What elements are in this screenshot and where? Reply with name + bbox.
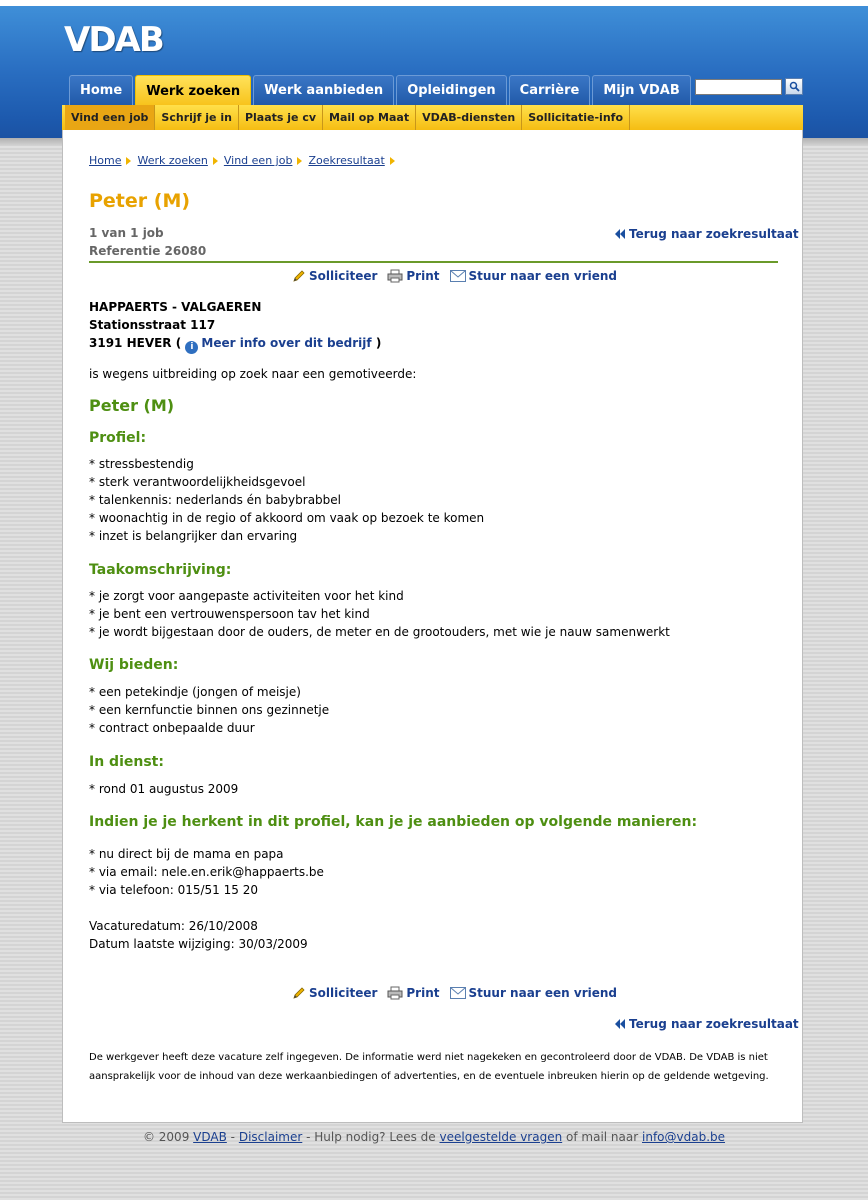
print-button-bottom[interactable] bbox=[387, 986, 439, 1000]
back-to-results-link-top[interactable] bbox=[615, 227, 799, 241]
dienst-heading: In dienst: bbox=[89, 754, 164, 770]
footer-faq-link[interactable]: veelgestelde vragen bbox=[439, 1130, 563, 1144]
list-item: * nu direct bij de mama en papa bbox=[89, 847, 284, 861]
list-item: * via email: nele.en.erik@happaerts.be bbox=[89, 865, 324, 879]
envelope-icon bbox=[450, 270, 466, 282]
list-item: * sterk verantwoordelijkheidsgevoel bbox=[89, 475, 306, 489]
footer-disclaimer-link[interactable]: Disclaimer bbox=[238, 1130, 303, 1144]
subnav-plaats-je-cv[interactable]: Plaats je cv bbox=[239, 105, 323, 130]
disclaimer-text: De werkgever heeft deze vacature zelf ingegeven. De informatie werd niet nagekeken en gecontroleerd door de VDAB. De VDAB is niet aansprakelijk voor de inhoud van deze werkaanbiedingen of advertenties, en de eventuele inbreuken hierin op de geldende wetgeving. bbox=[89, 1052, 769, 1082]
printer-icon bbox=[387, 986, 403, 1000]
job-title: Peter (M) bbox=[89, 396, 175, 415]
actions-top bbox=[292, 269, 627, 283]
date-posted: Vacaturedatum: 26/10/2008 bbox=[89, 919, 258, 933]
back-link-label: Terug naar zoekresultaat bbox=[629, 1017, 799, 1031]
subnav-schrijf-je-in[interactable]: Schrijf je in bbox=[155, 105, 239, 130]
divider bbox=[89, 261, 778, 263]
profiel-list bbox=[89, 455, 484, 545]
bieden-list bbox=[89, 683, 329, 737]
print-button[interactable] bbox=[387, 269, 439, 283]
footer-dash: - bbox=[230, 1130, 236, 1144]
vacancy-intro: is wegens uitbreiding op zoek naar een gemotiveerde: bbox=[89, 367, 417, 381]
list-item: * je zorgt voor aangepaste activiteiten voor het kind bbox=[89, 589, 404, 603]
subnav-mail-op-maat[interactable]: Mail op Maat bbox=[323, 105, 416, 130]
tab-mijn-vdab[interactable]: Mijn VDAB bbox=[592, 75, 690, 105]
sub-nav bbox=[62, 105, 803, 130]
apply-heading: Indien je je herkent in dit profiel, kan je je aanbieden op volgende manieren: bbox=[89, 814, 698, 830]
breadcrumb-arrow-icon bbox=[213, 157, 218, 165]
back-to-results-link-bottom[interactable] bbox=[615, 1017, 799, 1031]
tab-carriere[interactable]: Carrière bbox=[509, 75, 591, 105]
tab-werk-zoeken[interactable]: Werk zoeken bbox=[135, 75, 251, 106]
paren-open: ( bbox=[175, 336, 182, 350]
company-city: 3191 HEVER bbox=[89, 336, 172, 350]
breadcrumb-werk-zoeken[interactable]: Werk zoeken bbox=[137, 154, 208, 167]
search-icon bbox=[789, 81, 800, 92]
subnav-vind-een-job[interactable]: Vind een job bbox=[65, 105, 155, 130]
main-nav bbox=[69, 75, 693, 105]
vacancy-dates bbox=[89, 917, 308, 953]
double-arrow-left-icon bbox=[615, 1019, 625, 1029]
breadcrumb-arrow-icon bbox=[390, 157, 395, 165]
list-item: * rond 01 augustus 2009 bbox=[89, 782, 239, 796]
vdab-logo[interactable]: VDAB bbox=[64, 20, 163, 60]
list-item: * je wordt bijgestaan door de ouders, de meter en de grootouders, met wie je nauw samenwerkt bbox=[89, 625, 670, 639]
breadcrumb-arrow-icon bbox=[126, 157, 131, 165]
breadcrumb-zoekresultaat[interactable]: Zoekresultaat bbox=[308, 154, 385, 167]
footer-email-link[interactable]: info@vdab.be bbox=[642, 1130, 726, 1144]
double-arrow-left-icon bbox=[615, 229, 625, 239]
search-button[interactable] bbox=[785, 78, 803, 95]
subnav-vdab-diensten[interactable]: VDAB-diensten bbox=[416, 105, 522, 130]
search-input[interactable] bbox=[695, 79, 782, 95]
footer-vdab-link[interactable]: VDAB bbox=[193, 1130, 227, 1144]
info-icon: i bbox=[185, 341, 198, 354]
send-to-friend-button-bottom[interactable] bbox=[450, 986, 618, 1000]
send-to-friend-button[interactable] bbox=[450, 269, 618, 283]
printer-icon bbox=[387, 269, 403, 283]
list-item: * inzet is belangrijker dan ervaring bbox=[89, 529, 298, 543]
actions-bottom bbox=[292, 986, 627, 1000]
footer-help-text: - Hulp nodig? Lees de bbox=[306, 1130, 436, 1144]
list-item: * je bent een vertrouwenspersoon tav het kind bbox=[89, 607, 370, 621]
list-item: * woonachtig in de regio of akkoord om vaak op bezoek te komen bbox=[89, 511, 485, 525]
bieden-heading: Wij bieden: bbox=[89, 657, 179, 673]
apply-button-bottom[interactable] bbox=[292, 986, 377, 1000]
send-label: Stuur naar een vriend bbox=[468, 269, 618, 283]
subnav-sollicitatie-info[interactable]: Sollicitatie-info bbox=[522, 105, 630, 130]
print-label: Print bbox=[406, 986, 440, 1000]
main-content bbox=[62, 130, 803, 1123]
back-link-label: Terug naar zoekresultaat bbox=[629, 227, 799, 241]
tab-werk-aanbieden[interactable]: Werk aanbieden bbox=[253, 75, 394, 105]
profiel-heading: Profiel: bbox=[89, 430, 147, 446]
breadcrumb-arrow-icon bbox=[297, 157, 302, 165]
send-label: Stuur naar een vriend bbox=[468, 986, 618, 1000]
more-info-label: Meer info over dit bedrijf bbox=[201, 336, 372, 350]
list-item: * een petekindje (jongen of meisje) bbox=[89, 685, 301, 699]
list-item: * contract onbepaalde duur bbox=[89, 721, 255, 735]
paren-close: ) bbox=[375, 336, 382, 350]
more-info-link[interactable] bbox=[185, 336, 371, 350]
envelope-icon bbox=[450, 987, 466, 999]
pencil-icon bbox=[292, 986, 306, 1000]
print-label: Print bbox=[406, 269, 440, 283]
reference-number: Referentie 26080 bbox=[89, 244, 207, 258]
apply-label: Solliciteer bbox=[309, 269, 378, 283]
tab-opleidingen[interactable]: Opleidingen bbox=[396, 75, 506, 105]
footer-copyright: © 2009 bbox=[142, 1130, 190, 1144]
taak-heading: Taakomschrijving: bbox=[89, 562, 232, 578]
page-footer bbox=[0, 1130, 868, 1144]
company-city-line bbox=[89, 334, 381, 354]
company-name: HAPPAERTS - VALGAEREN bbox=[89, 300, 262, 314]
list-item: * een kernfunctie binnen ons gezinnetje bbox=[89, 703, 330, 717]
company-address bbox=[89, 298, 381, 354]
footer-mail-text: of mail naar bbox=[566, 1130, 639, 1144]
list-item: * talenkennis: nederlands én babybrabbel bbox=[89, 493, 341, 507]
pencil-icon bbox=[292, 269, 306, 283]
dienst-list bbox=[89, 780, 238, 798]
breadcrumb bbox=[89, 154, 401, 167]
breadcrumb-home[interactable]: Home bbox=[89, 154, 122, 167]
apply-label: Solliciteer bbox=[309, 986, 378, 1000]
list-item: * via telefoon: 015/51 15 20 bbox=[89, 883, 258, 897]
taak-list bbox=[89, 587, 670, 641]
tab-home[interactable]: Home bbox=[69, 75, 133, 105]
breadcrumb-vind-een-job[interactable]: Vind een job bbox=[223, 154, 293, 167]
page-title: Peter (M) bbox=[89, 190, 191, 212]
result-count: 1 van 1 job bbox=[89, 226, 164, 240]
list-item: * stressbestendig bbox=[89, 457, 194, 471]
company-street: Stationsstraat 117 bbox=[89, 318, 216, 332]
date-modified: Datum laatste wijziging: 30/03/2009 bbox=[89, 937, 308, 951]
apply-button[interactable] bbox=[292, 269, 377, 283]
apply-ways-list bbox=[89, 845, 324, 899]
